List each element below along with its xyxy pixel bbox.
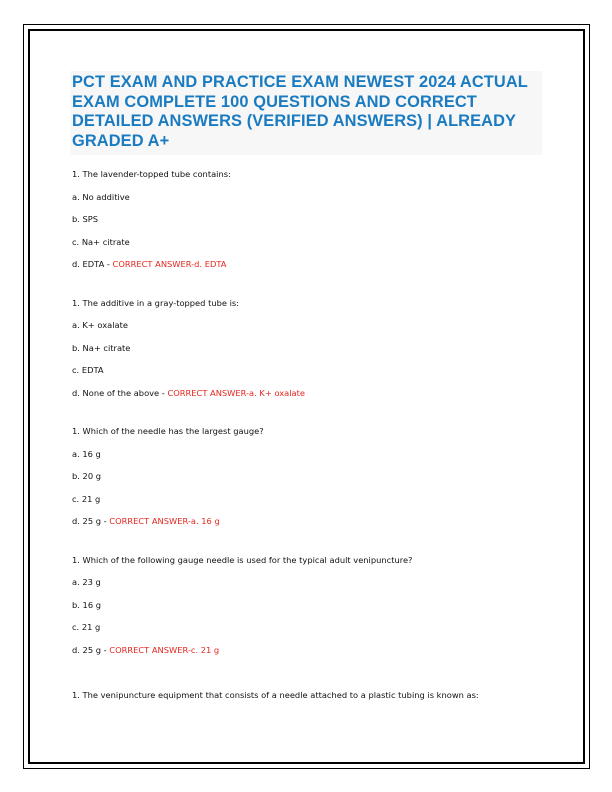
- question-text: 1. Which of the following gauge needle is used for the typical adult venipuncture?: [72, 554, 413, 565]
- option: d. 25 g -: [72, 516, 110, 526]
- question-block: [72, 423, 552, 529]
- option-with-answer: [72, 642, 552, 658]
- option: c. 21 g: [72, 493, 101, 504]
- question-block: [72, 295, 552, 401]
- option: b. SPS: [72, 214, 99, 224]
- option: b. Na+ citrate: [72, 342, 131, 353]
- correct-answer: CORRECT ANSWER-c. 21 g: [109, 644, 220, 655]
- document-title: PCT EXAM AND PRACTICE EXAM NEWEST 2024 ACTUAL EXAM COMPLETE 100 QUESTIONS AND CORRECT DETAILED ANSWERS (VERIFIED ANSWERS) | ALREADY GRADED A+: [72, 73, 528, 150]
- correct-answer: CORRECT ANSWER-a. K+ oxalate: [167, 387, 306, 398]
- option: d. 25 g -: [72, 644, 110, 655]
- option: a. K+ oxalate: [72, 320, 128, 330]
- correct-answer: CORRECT ANSWER-d. EDTA: [112, 259, 227, 269]
- option: d. EDTA -: [72, 259, 113, 269]
- option: b. 16 g: [72, 599, 102, 610]
- question-text: 1. The venipuncture equipment that consists of a needle attached to a plastic tubing is known as:: [72, 689, 479, 700]
- question-block: [72, 166, 552, 272]
- question-list: [72, 166, 552, 709]
- question-text: 1. The lavender-topped tube contains:: [72, 169, 231, 179]
- question-text: 1. The additive in a gray-topped tube is:: [72, 297, 240, 308]
- option: d. None of the above -: [72, 387, 168, 398]
- question-block: [72, 552, 552, 658]
- option: c. EDTA: [72, 365, 104, 375]
- question-text: 1. Which of the needle has the largest gauge?: [72, 426, 264, 436]
- option: a. 23 g: [72, 577, 101, 587]
- option: b. 20 g: [72, 471, 102, 481]
- option: c. 21 g: [72, 622, 101, 632]
- correct-answer: CORRECT ANSWER-a. 16 g: [109, 516, 220, 526]
- option-with-answer: [72, 385, 552, 401]
- option-with-answer: [72, 256, 552, 272]
- option: a. 16 g: [72, 448, 101, 459]
- option-with-answer: [72, 513, 552, 529]
- option: a. No additive: [72, 191, 130, 202]
- option: c. Na+ citrate: [72, 236, 130, 247]
